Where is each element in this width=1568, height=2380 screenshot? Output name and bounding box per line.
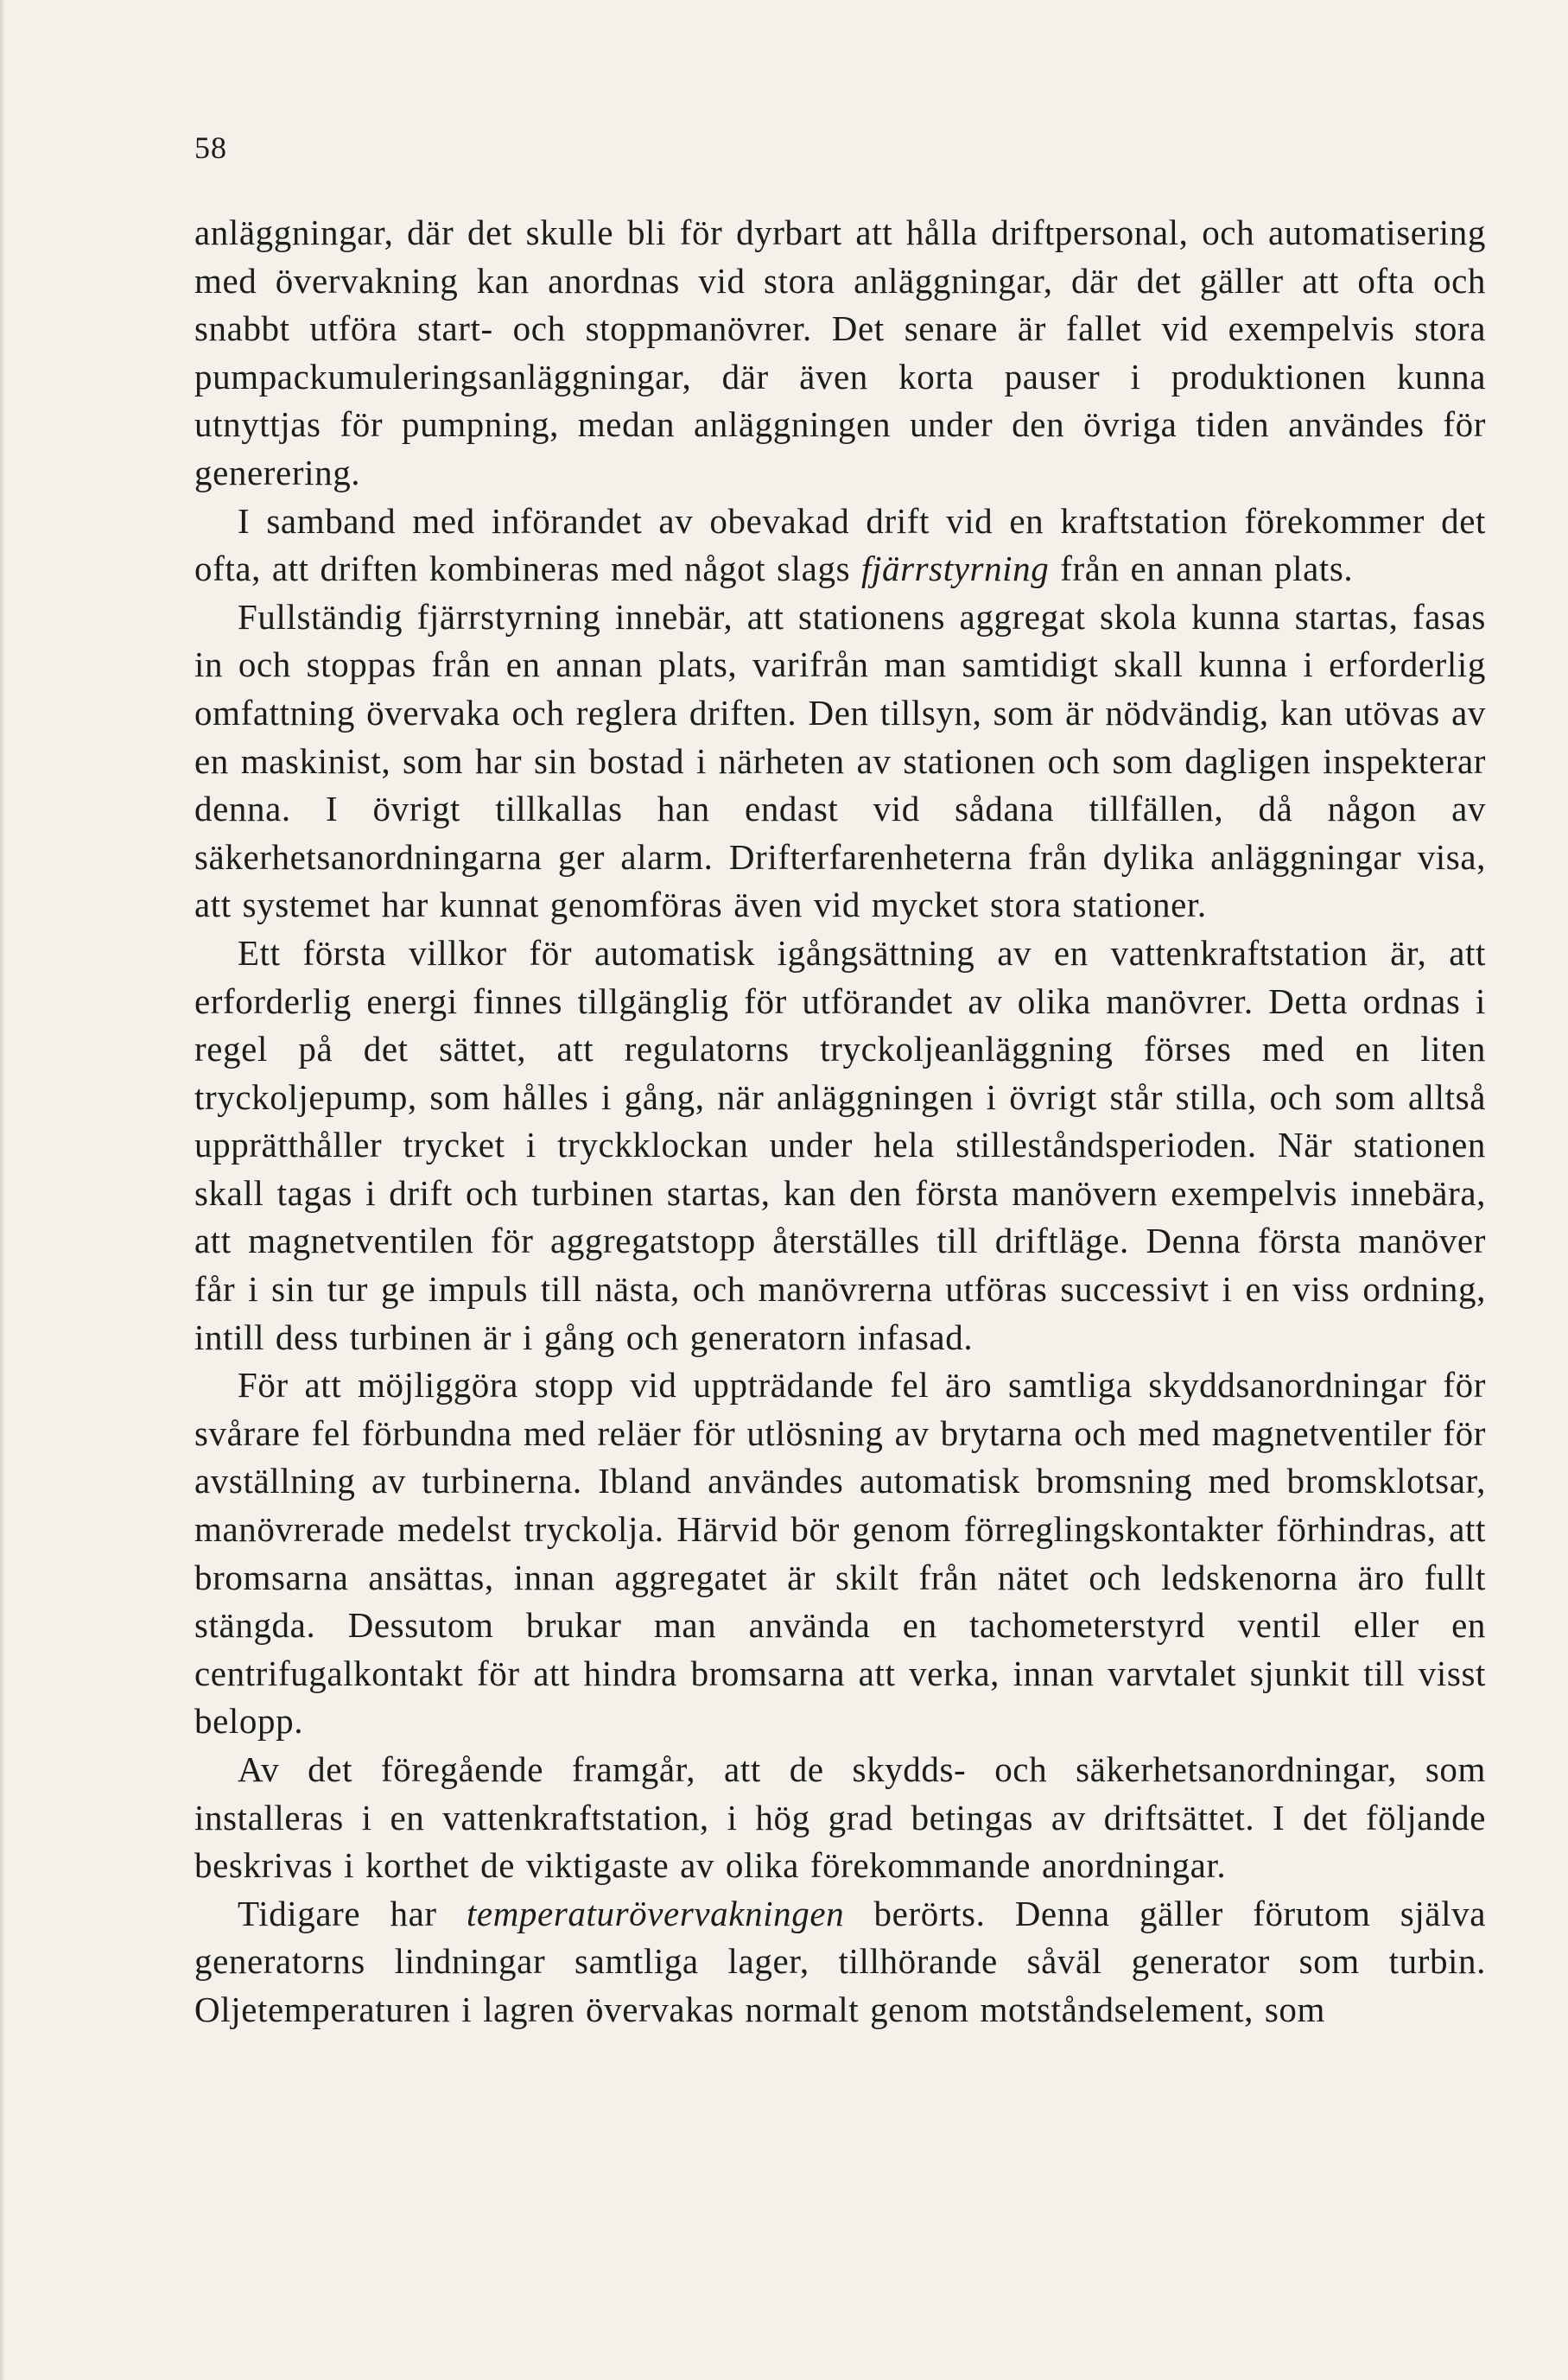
paragraph: [194, 1746, 1486, 1890]
page-edge: [0, 0, 5, 2380]
text-run: I samband med införandet av obevakad drift vid en kraftstation förekommer det ofta, att driften kombineras med något slags: [194, 500, 1486, 589]
text-run: Ett första villkor för automatisk igångsättning av en vattenkraftstation är, att erforderlig energi finnes tillgänglig för utförandet av olika manövrer. Detta ordnas i regel på det sättet, att regulatorns tryckoljeanläggning förses med en liten tryckoljepump, som hålles i gång, när anläggningen i övrigt står stilla, och som alltså upprätthåller trycket i tryckklockan under hela stilleståndsperioden. När stationen skall tagas i drift och turbinen startas, kan den första manövern exempelvis innebära, att magnetventilen för aggregatstopp återställes till driftläge. Denna första manöver får i sin tur ge impuls till nästa, och manövrerna utföras successivt i en viss ordning, intill dess turbinen är i gång och generatorn infasad.: [194, 932, 1486, 1357]
text-run: Tidigare har: [238, 1893, 467, 1933]
paragraph: [194, 593, 1486, 930]
paragraph: [194, 930, 1486, 1361]
text-run: Av det föregående framgår, att de skydds- och säkerhetsanordningar, som installeras i en vattenkraftstation, i hög grad betingas av driftsättet. I det följande beskrivas i korthet de viktigaste av olika förekommande anordningar.: [194, 1749, 1486, 1886]
paragraph: [194, 1361, 1486, 1746]
text-run: Fullständig fjärrstyrning innebär, att stationens aggregat skola kunna startas, fasas in och stoppas från en annan plats, varifrån man samtidigt skall kunna i erforderlig omfattning övervaka och reglera driften. Den tillsyn, som är nödvändig, kan utövas av en maskinist, som har sin bostad i närheten av stationen och som dagligen inspekterar denna. I övrigt tillkallas han endast vid sådana tillfällen, då någon av säkerhetsanordningarna ger alarm. Drifterfarenheterna från dylika anläggningar visa, att systemet har kunnat genomföras även vid mycket stora stationer.: [194, 596, 1486, 925]
book-page: [194, 130, 1490, 2341]
page-number: 58: [194, 130, 227, 165]
text-run: anläggningar, där det skulle bli för dyrbart att hålla driftpersonal, och automatisering med övervakning kan anordnas vid stora anläggningar, där det gäller att ofta och snabbt utföra start- och stoppmanövrer. Det senare är fallet vid exempelvis stora pumpackumuleringsanläggningar, där även korta pauser i produktionen kunna utnyttjas för pumpning, medan anläggningen under den övriga tiden användes för generering.: [194, 213, 1486, 492]
italic-term: temperaturövervakningen: [466, 1893, 845, 1933]
paragraph: [194, 209, 1486, 498]
text-run: För att möjliggöra stopp vid uppträdande fel äro samtliga skyddsanordningar för svårare fel förbundna med reläer för utlösning av brytarna och med magnetventiler för avställning av turbinerna. Ibland användes automatisk bromsning med bromsklotsar, manövrerade medelst tryckolja. Härvid bör genom förreglingskontakter förhindras, att bromsarna ansättas, innan aggregatet är skilt från nätet och ledskenorna äro fullt stängda. Dessutom brukar man använda en tachometerstyrd ventil eller en centrifugalkontakt för att hindra bromsarna att verka, innan varvtalet sjunkit till visst belopp.: [194, 1365, 1486, 1742]
body-text: [194, 209, 1486, 2034]
text-run: berörts. Denna gäller förutom själva generatorns lindningar samtliga lager, tillhörande såväl generator som turbin. Oljetemperaturen i lagren övervakas normalt genom motståndselement, som: [194, 1893, 1486, 2029]
text-run: från en annan plats.: [1049, 549, 1354, 589]
paragraph: [194, 1890, 1486, 2034]
paragraph: [194, 498, 1486, 593]
italic-term: fjärrstyrning: [860, 549, 1050, 589]
